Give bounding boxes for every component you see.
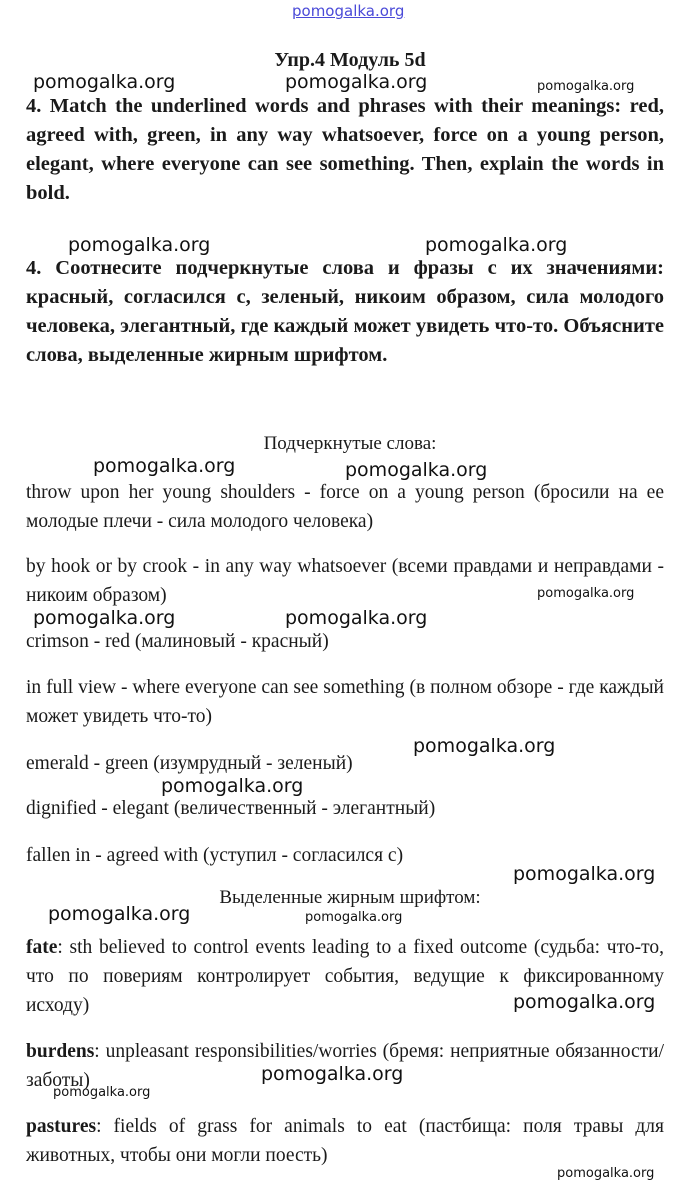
task-russian: 4. Соотнесите подчеркнутые слова и фразы с их значениями: красный, согласился с, зеленый, никоим образом, сила молодого человека, элегантный, где каждый может увидеть что-то. Объясните слова, выделенные жирным шрифтом. — [26, 257, 664, 366]
watermark: pomogalka.org — [285, 607, 428, 629]
watermark-top[interactable]: pomogalka.org — [292, 2, 405, 20]
task-english: 4. Match the underlined words and phrases with their meanings: red, agreed with, green, in any way whatsoever, force on a young person, elegant, where everyone can see something. Then, explain the words in bold. — [26, 95, 664, 204]
underlined-item: by hook or by crook - in any way whatsoever (всеми правдами и неправдами - никоим образом) — [26, 556, 664, 606]
underlined-heading: Подчеркнутые слова: — [263, 433, 437, 454]
watermark: pomogalka.org — [68, 234, 211, 256]
watermark: pomogalka.org — [513, 991, 656, 1013]
underlined-item: dignified - elegant (величественный - элегантный) — [26, 798, 436, 819]
underlined-item: crimson - red (малиновый - красный) — [26, 631, 329, 652]
watermark: pomogalka.org — [261, 1063, 404, 1085]
watermark: pomogalka.org — [161, 775, 304, 797]
watermark: pomogalka.org — [285, 71, 428, 93]
watermark: pomogalka.org — [53, 1085, 151, 1100]
watermark: pomogalka.org — [413, 735, 556, 757]
bold-term: burdens — [26, 1041, 95, 1062]
watermark: pomogalka.org — [537, 586, 635, 601]
underlined-item: throw upon her young shoulders - force on a young person (бросили на ее молодые плечи - сила молодого человека) — [26, 482, 664, 532]
watermark: pomogalka.org — [345, 459, 488, 481]
watermark: pomogalka.org — [305, 910, 403, 925]
bold-term: pastures — [26, 1116, 97, 1137]
bold-item — [26, 1112, 664, 1170]
page-title: Упр.4 Модуль 5d — [274, 49, 426, 71]
watermark: pomogalka.org — [425, 234, 568, 256]
watermark: pomogalka.org — [557, 1166, 655, 1181]
bold-definition: : unpleasant responsibilities/worries (бремя: неприятные обязанности/заботы) — [26, 1041, 664, 1091]
watermark: pomogalka.org — [537, 79, 635, 94]
watermark: pomogalka.org — [48, 903, 191, 925]
watermark: pomogalka.org — [513, 863, 656, 885]
bold-heading: Выделенные жирным шрифтом: — [219, 887, 481, 908]
underlined-item: fallen in - agreed with (уступил - согласился с) — [26, 845, 404, 866]
watermark: pomogalka.org — [93, 455, 236, 477]
bold-definition: : sth believed to control events leading to a fixed outcome (судьба: что-то, что по повериям контролирует события, ведущие к фиксированному исходу) — [26, 937, 664, 1016]
underlined-item: emerald - green (изумрудный - зеленый) — [26, 753, 353, 774]
bold-term: fate — [26, 937, 58, 958]
bold-definition: : fields of grass for animals to eat (пастбища: поля травы для животных, чтобы они могли поесть) — [26, 1116, 664, 1166]
watermark: pomogalka.org — [33, 607, 176, 629]
underlined-item: in full view - where everyone can see something (в полном обзоре - где каждый может увидеть что-то) — [26, 677, 664, 727]
watermark: pomogalka.org — [33, 71, 176, 93]
